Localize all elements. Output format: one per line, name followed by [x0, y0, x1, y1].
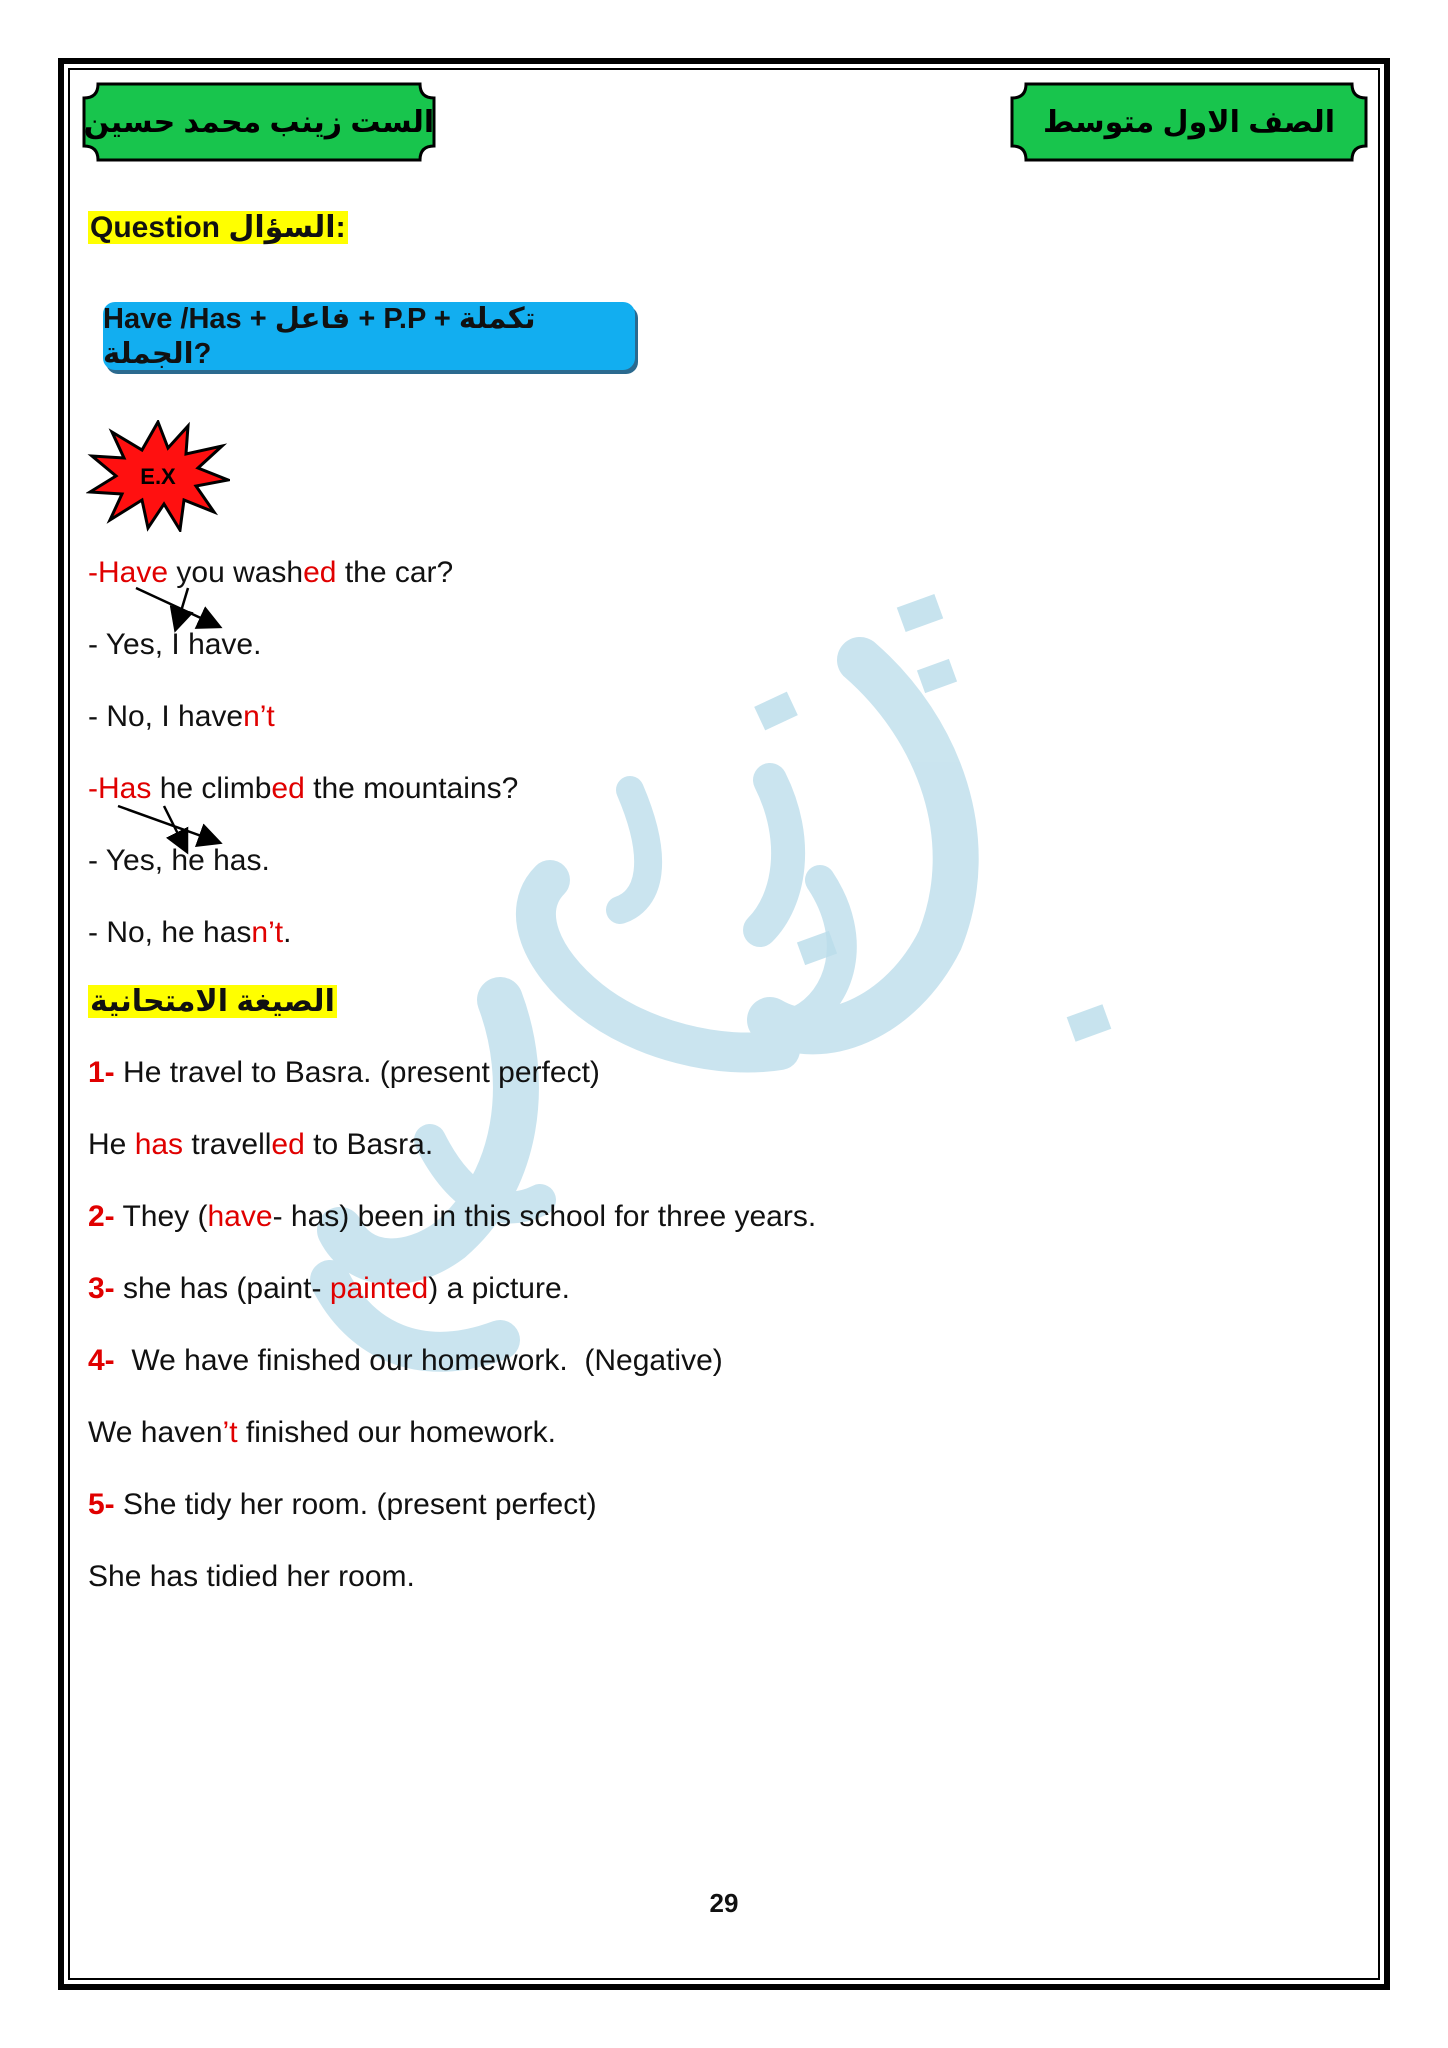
exercise-1-question: 1- He travel to Basra. (present perfect) — [88, 1056, 600, 1089]
exercise-4-answer: We haven’t finished our homework. — [88, 1416, 557, 1449]
example-badge-label: E.X — [140, 464, 176, 489]
example-starburst-badge — [86, 420, 230, 532]
exercise-5-question: 5- She tidy her room. (present perfect) — [88, 1488, 597, 1521]
exam-section-title: الصيغة الامتحانية — [90, 985, 335, 1018]
exam-section-heading — [88, 984, 337, 1019]
exercise-1-answer: He has travelled to Basra. — [88, 1128, 434, 1161]
teacher-name-plaque — [80, 80, 438, 164]
negation-suffix: n’t — [243, 700, 275, 733]
suffix-ed: ed — [303, 556, 337, 589]
example-answer-no-2: - No, he hasn’t. — [88, 916, 292, 949]
example-answer-yes-2: - Yes, he has. — [88, 844, 270, 877]
exercise-4-question: 4- We have finished our homework. (Negative) — [88, 1344, 723, 1377]
question-heading-en: Question — [90, 211, 221, 244]
exercise-number: 1- — [88, 1056, 115, 1089]
formula-text: Have /Has + فاعل + P.P + تكملة الجملة? — [103, 303, 536, 370]
example-question-2: -Has he climbed the mountains? — [88, 772, 519, 805]
auxiliary-has: Has — [98, 772, 152, 805]
calligraphy-watermark — [300, 580, 1180, 1440]
grade-level: الصف الاول متوسط — [1042, 105, 1336, 139]
exercise-2-question: 2- They (have- has) been in this school for three years. — [88, 1200, 817, 1233]
auxiliary-have: Have — [98, 556, 169, 589]
formula-box — [103, 302, 635, 370]
teacher-name: الست زينب محمد حسين — [83, 105, 435, 139]
example-answer-yes-1: - Yes, I have. — [88, 628, 262, 661]
page-number: 29 — [709, 1888, 739, 1918]
grade-level-plaque — [1008, 80, 1370, 164]
negation-suffix: n’t — [251, 916, 284, 949]
exercise-number: 3- — [88, 1272, 115, 1305]
example-answer-no-1: - No, I haven’t — [88, 700, 275, 733]
suffix-ed: ed — [271, 772, 305, 805]
exercise-3-question: 3- she has (paint- painted) a picture. — [88, 1272, 570, 1305]
example-question-1: -Have you washed the car? — [88, 556, 454, 589]
exercise-number: 2- — [88, 1200, 115, 1233]
question-heading — [88, 210, 348, 245]
question-heading-ar: السؤال: — [228, 211, 346, 244]
exercise-number: 5- — [88, 1488, 115, 1521]
exercise-5-answer: She has tidied her room. — [88, 1560, 415, 1593]
exercise-number: 4- — [88, 1344, 115, 1377]
